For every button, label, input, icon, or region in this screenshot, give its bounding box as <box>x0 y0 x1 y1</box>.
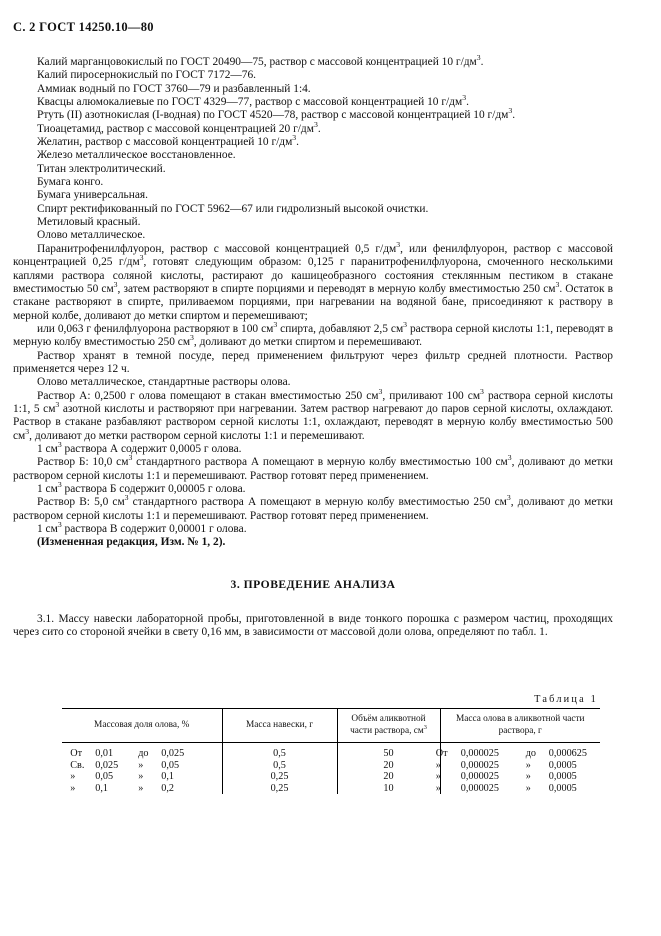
column-header-sample-mass: Масса навески, г <box>222 709 337 743</box>
cell-tin-mass: От 0,000025 до 0,000625 <box>435 748 587 759</box>
spacer <box>13 591 613 613</box>
paragraph-tin-standards: Олово металлическое, стандартные растворы олова. <box>37 376 291 389</box>
paragraph-concentration-v: 1 $см^3$ раствора В содержит 0,00001 г олова. <box>37 520 247 536</box>
cell-sample-mass: 0,25 <box>222 783 337 795</box>
cell-aliquot-volume: 20 <box>337 760 440 772</box>
table-1-container <box>62 694 600 794</box>
revision-note: (Измененная редакция, Изм. № 1, 2). <box>37 536 226 549</box>
reagent-item: Бумага универсальная. <box>37 189 148 202</box>
table-1 <box>62 708 600 794</box>
cell-sample-mass: 0,25 <box>222 771 337 783</box>
reagent-item: Желатин, раствор с массовой концентрацией 10 $г/дм^3$. <box>37 133 300 149</box>
running-head: С. 2 ГОСТ 14250.10—80 <box>13 20 154 34</box>
clause-3-1: 3.1. Массу навески лабораторной пробы, приготовленной в виде тонкого порошка с размером частиц, проходящих через сито со стороной ячейки в свету 0,16 мм, в зависимости от массовой доли олова, определяют по табл. 1. <box>13 612 613 639</box>
paragraph-paranitrophenylfluorone: Паранитрофенилфлуорон, раствор с массовой концентрацией 0,5 $г/дм^3$, или фенилфлуорон, раствор с массовой концентрацией 0,25 $г/дм^3$, готовят следующим образом: 0,125 г паранитрофенилфлуорона, смоченного несколькими каплями раствора соляной кислоты, растирают до кашицеобразного состояния стеклянным пестиком в стакане вместимостью 50 $см^3$, затем растворяют в спирте порциями и переводят в мерную колбу вместимостью 250 $см^3$. Остаток в стакане растворяют в спирте, приливаемом порциями, при нагревании на водяной бане, присоединяют к раствору в мерной колбе, доливают до метки спиртом и перемешивают; <box>13 240 613 322</box>
table-row <box>62 743 600 760</box>
cell-aliquot-volume: 20 <box>337 771 440 783</box>
cell-aliquot-volume: 50 <box>337 743 440 760</box>
cell-tin-mass: » 0,000025 » 0,0005 <box>435 782 577 794</box>
table-caption: Таблица 1 <box>534 694 598 705</box>
spacer <box>13 550 613 578</box>
paragraph-solution-b: Раствор Б: 10,0 $см^3$ стандартного раствора А помещают в мерную колбу вместимостью 100 $см^3$, доливают до метки раствором серной кислоты 1:1 и перемешивают. Раствор готовят перед применением. <box>13 453 614 482</box>
cell-mass-fraction: Св. 0,025 » 0,05 <box>62 760 222 772</box>
reagent-item: Аммиак водный по ГОСТ 3760—79 и разбавленный 1:4. <box>37 82 311 95</box>
paragraph-solution-v: Раствор В: 5,0 $см^3$ стандартного раствора А помещают в мерную колбу вместимостью 250 $см^3$, доливают до метки раствором серной кислоты 1:1 и перемешивают. Раствор готовят перед применением. <box>13 493 613 522</box>
paragraph-storage: Раствор хранят в темной посуде, перед применением фильтруют через фильтр средней плотности. Раствор применяется через 12 ч. <box>13 349 613 375</box>
reagent-item: Квасцы алюмокалиевые по ГОСТ 4329—77, раствор с массовой концентрацией 10 $г/дм^3$. <box>37 93 469 109</box>
paragraph-phenylfluorone-alt: или 0,063 г фенилфлуорона растворяют в 100 $см^3$ спирта, добавляют 2,5 $см^3$ раствора серной кислоты 1:1, переводят в мерную колбу вместимостью 250 $см^3$, доливают до метки спиртом и перемешивают. <box>13 320 613 349</box>
reagent-item: Калий марганцовокислый по ГОСТ 20490—75, раствор с массовой концентрацией 10 $г/дм^3$. <box>37 53 484 68</box>
cell-aliquot-volume: 10 <box>337 783 440 795</box>
column-header-tin-mass: Масса олова в аликвотной части раствора, г <box>440 709 600 743</box>
reagent-item: Титан электролитический. <box>37 162 166 175</box>
cell-sample-mass: 0,5 <box>222 743 337 760</box>
cell-mass-fraction: От 0,01 до 0,025 <box>62 743 222 760</box>
reagent-item: Олово металлическое. <box>37 229 146 242</box>
table-row <box>62 771 600 783</box>
cell-mass-fraction: » 0,05 » 0,1 <box>62 771 222 783</box>
table-row <box>62 783 600 795</box>
table-body <box>62 743 600 795</box>
document-body <box>13 53 614 639</box>
column-header-aliquot-volume: Объём аликвотной части раствора, $см^3$ <box>337 709 440 743</box>
reagent-item: Спирт ректификованный по ГОСТ 5962—67 или гидролизный высокой очистки. <box>37 202 429 215</box>
reagent-item: Железо металлическое восстановленное. <box>37 149 236 162</box>
table-header-row <box>62 709 600 743</box>
reagent-item: Бумага конго. <box>37 176 104 189</box>
paragraph-concentration-a: 1 $см^3$ раствора А содержит 0,0005 г олова. <box>37 440 242 455</box>
section-heading: 3. ПРОВЕДЕНИЕ АНАЛИЗА <box>230 577 396 591</box>
table-row <box>62 760 600 772</box>
reagent-item: Тиоацетамид, раствор с массовой концентрацией 20 $г/дм^3$. <box>37 119 321 135</box>
paragraph-concentration-b: 1 $см^3$ раствора Б содержит 0,00005 г олова. <box>37 480 246 495</box>
reagent-item: Метиловый красный. <box>37 216 141 229</box>
reagent-item: Калий пиросернокислый по ГОСТ 7172—76. <box>37 69 257 82</box>
cell-sample-mass: 0,5 <box>222 760 337 772</box>
cell-tin-mass: » 0,000025 » 0,0005 <box>435 771 577 783</box>
cell-mass-fraction: » 0,1 » 0,2 <box>62 783 222 795</box>
reagent-item-mercury: Ртуть (II) азотнокислая (I-водная) по ГОСТ 4520—78, раствор с массовой концентрацией 10 $г/дм^3$. <box>37 106 516 122</box>
cell-tin-mass: » 0,000025 » 0,0005 <box>435 759 577 771</box>
column-header-mass-fraction: Массовая доля олова, % <box>62 709 222 743</box>
paragraph-solution-a: Раствор А: 0,2500 г олова помещают в стакан вместимостью 250 $см^3$, приливают 100 $см^3$ раствора серной кислоты 1:1, 5 $см^3$ азотной кислоты и растворяют при нагревании. Затем раствор нагревают до паров серной кислоты, охлаждают. Раствор в стакане разбавляют раствором серной кислоты 1:1, охлаждают, переводят в мерную колбу вместимостью 500 $см^3$, доливают до метки раствором серной кислоты 1:1 и перемешивают. <box>13 386 613 442</box>
